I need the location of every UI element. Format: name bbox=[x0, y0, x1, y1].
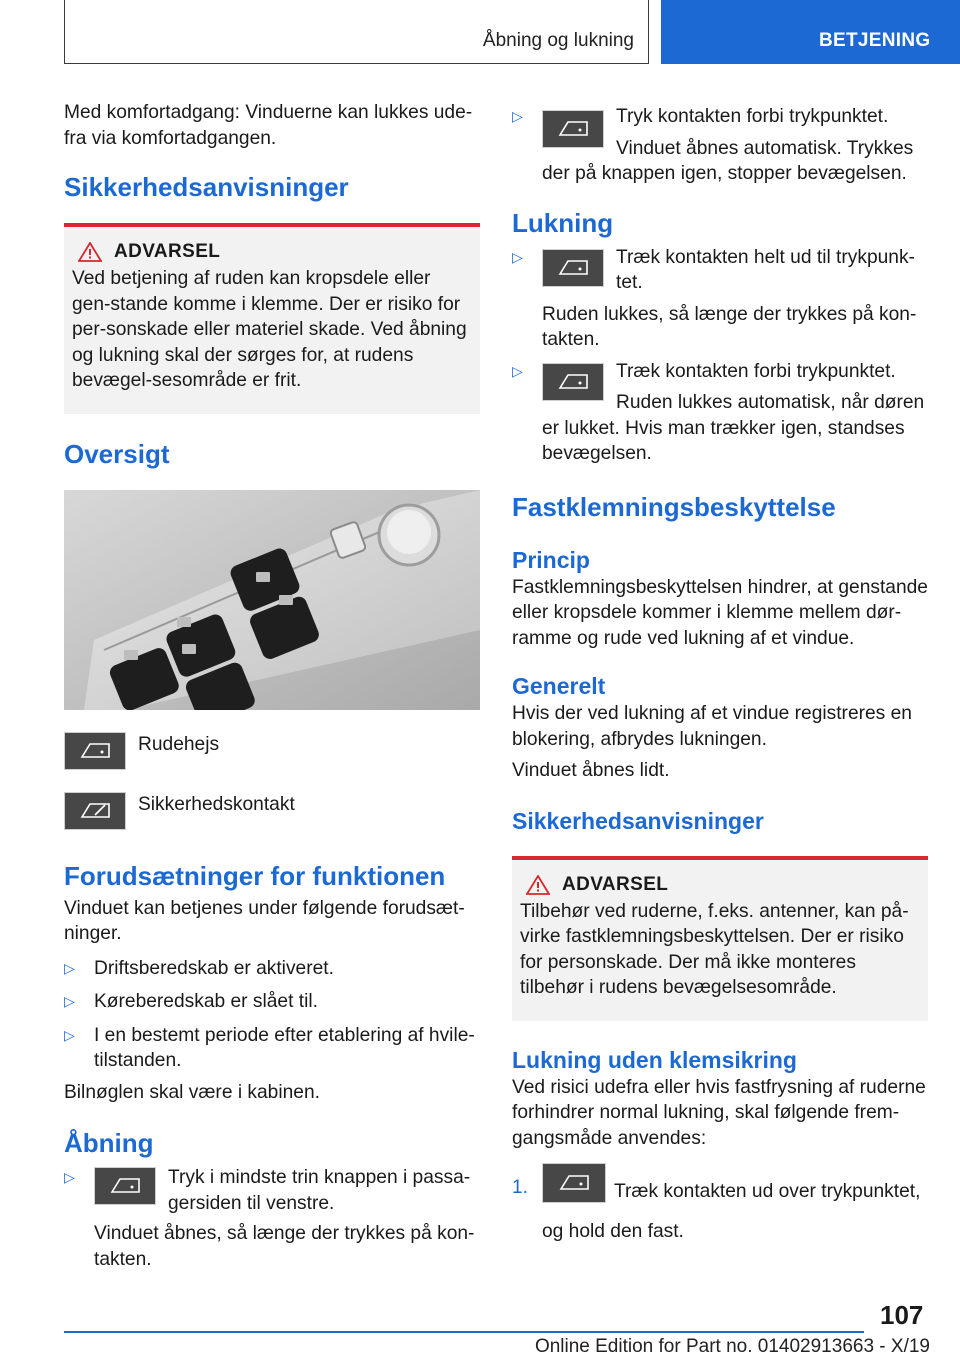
principle-heading: Princip bbox=[512, 546, 590, 573]
warning-box bbox=[64, 223, 480, 414]
bullet-triangle-icon: ▷ bbox=[512, 248, 523, 265]
principle-text: Fastklemningsbeskyttelsen hindrer, at genstande eller kropsdele kommer i klemme mellem dør-ramme og rude ved lukning af et vindue. bbox=[512, 576, 928, 649]
warning-text: Tilbehør ved ruderne, f.eks. antenner, kan på-virke fastklemningsbeskyttelsen. Der er risiko for personskade. Der må ikke monteres tilbehør i rudens bevægelsesområde. bbox=[520, 900, 909, 998]
step-result: Vinduet åbnes, så længe der trykkes på kon-takten. bbox=[94, 1223, 475, 1270]
footer-divider bbox=[64, 1331, 864, 1333]
warning-triangle-icon bbox=[78, 242, 102, 262]
bullet-triangle-icon: ▷ bbox=[512, 108, 523, 124]
no-clamp-text: Ved risici udefra eller hvis fastfrysning af ruderne forhindrer normal lukning, skal følgende frem-gangsmåde anvendes: bbox=[512, 1076, 926, 1149]
intro-text: Med komfortadgang: Vinduerne kan lukkes ude-fra via komfortadgangen. bbox=[64, 102, 473, 149]
bullet-triangle-icon: ▷ bbox=[512, 362, 523, 379]
list-item bbox=[512, 245, 928, 353]
warning-triangle-icon bbox=[526, 875, 550, 895]
edition-footer: Online Edition for Part no. 01402913663 - X/19 bbox=[534, 1336, 930, 1357]
legend-label: Sikkerhedskontakt bbox=[138, 793, 295, 815]
warning-title bbox=[78, 241, 472, 263]
overview-heading: Oversigt bbox=[64, 438, 170, 469]
window-switch-icon bbox=[64, 732, 126, 770]
warning-title bbox=[526, 874, 920, 896]
step-result: Ruden lukkes automatisk, når døren er lukket. Hvis man trækker igen, standses bevægelsen. bbox=[542, 392, 925, 464]
header-section-tab bbox=[661, 0, 960, 64]
window-switch-photo bbox=[64, 490, 480, 710]
closing-heading: Lukning bbox=[512, 207, 614, 238]
step-result: Vinduet åbnes automatisk. Trykkes der på knappen igen, stopper bevægelsen. bbox=[542, 137, 914, 184]
window-switch-icon bbox=[542, 363, 604, 401]
warning-box-2 bbox=[512, 856, 928, 1021]
prerequisites-heading: Forudsætninger for funktionen bbox=[64, 860, 446, 891]
window-switch-icon bbox=[542, 249, 604, 287]
header-left-box bbox=[64, 0, 649, 64]
list-item bbox=[64, 1165, 480, 1272]
chapter-title: Åbning og lukning bbox=[482, 30, 634, 51]
list-item: ▷ Driftsberedskab er aktiveret. bbox=[64, 956, 480, 982]
general-text-2: Vinduet åbnes lidt. bbox=[512, 760, 670, 781]
bullet-triangle-icon: ▷ bbox=[64, 1169, 75, 1185]
step-text: Træk kontakten helt ud til trykpunk-tet. bbox=[616, 246, 915, 293]
general-heading: Generelt bbox=[512, 673, 606, 699]
bullet-triangle-icon: ▷ bbox=[64, 1026, 75, 1043]
pinch-protection-heading: Fastklemningsbeskyttelse bbox=[512, 491, 836, 522]
step-text: Tryk i mindste trin knappen i passa-gersiden til venstre. bbox=[168, 1167, 471, 1214]
section-title: BETJENING bbox=[819, 30, 931, 51]
numbered-step bbox=[512, 1163, 928, 1242]
step-text: Træk kontakten ud over trykpunktet, og hold den fast. bbox=[542, 1181, 921, 1242]
legend-item-safety-switch bbox=[64, 792, 480, 830]
right-column bbox=[512, 100, 928, 1242]
legend-label: Rudehejs bbox=[138, 733, 220, 755]
warning-label: ADVARSEL bbox=[114, 241, 221, 262]
step-number: 1. bbox=[512, 1177, 528, 1198]
no-clamp-heading: Lukning uden klemsikring bbox=[512, 1046, 797, 1073]
prerequisites-intro: Vinduet kan betjenes under følgende forudsæt-ninger. bbox=[64, 897, 465, 944]
left-column bbox=[64, 100, 480, 1272]
opening-heading: Åbning bbox=[64, 1128, 154, 1158]
bullet-triangle-icon: ▷ bbox=[64, 993, 75, 1009]
safety-heading-2: Sikkerhedsanvisninger bbox=[512, 807, 764, 834]
list-item bbox=[512, 359, 928, 467]
list-item: ▷ I en bestemt periode efter etablering af hvile-tilstanden. bbox=[64, 1023, 480, 1074]
warning-label: ADVARSEL bbox=[562, 873, 669, 895]
step-result: Ruden lukkes, så længe der trykkes på kon-takten. bbox=[542, 303, 917, 350]
bullet-triangle-icon: ▷ bbox=[64, 959, 75, 976]
list-item: ▷ Køreberedskab er slået til. bbox=[64, 989, 480, 1015]
warning-text: Ved betjening af ruden kan kropsdele eller gen-stande komme i klemme. Der er risiko for per-sonskade eller materiel skade. Ved åbning og lukning skal der sørges for, at rudens bevægel-sesområde er frit. bbox=[72, 268, 467, 391]
safety-switch-icon bbox=[64, 792, 126, 830]
step-text: Træk kontakten forbi trykpunktet. bbox=[616, 360, 896, 382]
window-switch-icon bbox=[542, 110, 604, 148]
page-number: 107 bbox=[880, 1300, 924, 1330]
window-switch-icon bbox=[542, 1163, 606, 1203]
safety-heading: Sikkerhedsanvisninger bbox=[64, 172, 349, 202]
legend-item-window-lift bbox=[64, 732, 480, 770]
prerequisites-note: Bilnøglen skal være i kabinen. bbox=[64, 1081, 320, 1103]
step-text: Tryk kontakten forbi trykpunktet. bbox=[616, 106, 889, 127]
list-item bbox=[512, 104, 928, 187]
window-switch-icon bbox=[94, 1167, 156, 1205]
general-text: Hvis der ved lukning af et vindue registreres en blokering, afbrydes lukningen. bbox=[512, 703, 912, 750]
